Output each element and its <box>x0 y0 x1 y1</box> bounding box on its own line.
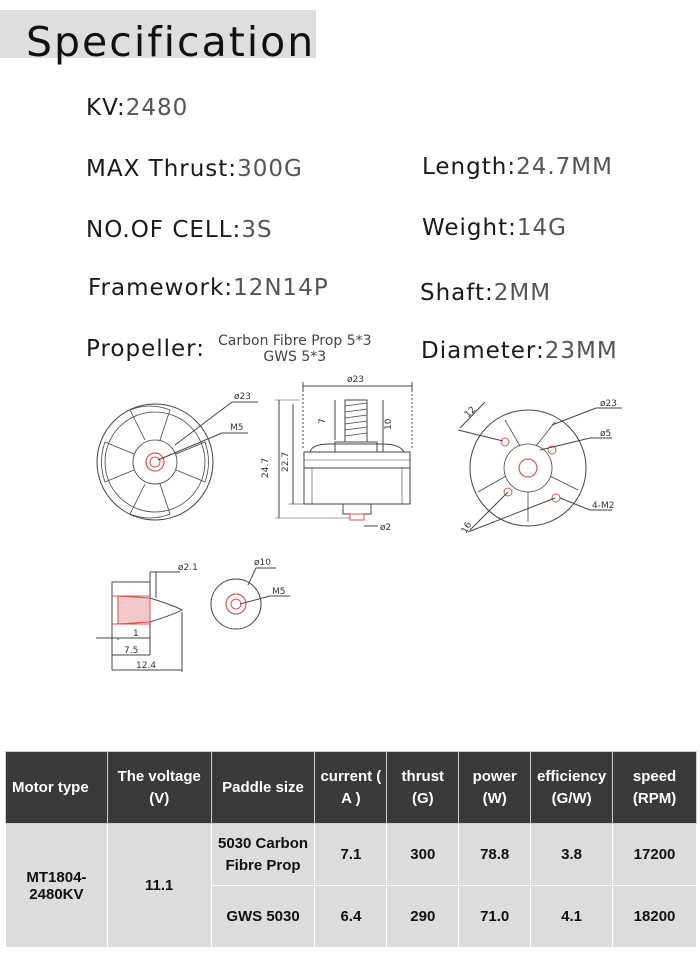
motor-technical-drawing <box>0 360 700 680</box>
dim-227-label: 22.7 <box>281 451 291 472</box>
d21-label: ø2.1 <box>178 563 198 573</box>
dim-7-label: 7 <box>318 418 328 424</box>
cell-power: 71.0 <box>459 886 531 948</box>
prop-nut-end-view <box>211 568 290 629</box>
cell-speed: 18200 <box>613 886 697 948</box>
cell-speed: 17200 <box>613 824 697 886</box>
spec-propeller-value-line1: Carbon Fibre Prop 5*3 <box>218 333 372 349</box>
spec-framework-value: 12N14P <box>233 275 329 301</box>
cell-motor-type: MT1804-2480KV <box>6 824 108 948</box>
spec-shaft <box>420 280 551 306</box>
spec-length <box>422 154 613 180</box>
dim-10-label: 10 <box>384 418 394 430</box>
cell-paddle: 5030 Carbon Fibre Prop <box>211 824 315 886</box>
cell-current: 7.1 <box>315 824 387 886</box>
col-header-current: current ( A ) <box>315 752 387 824</box>
d5-label: ø5 <box>600 429 612 439</box>
d10-label: ø10 <box>254 558 271 568</box>
d23-side-label: ø23 <box>347 375 364 385</box>
dim-247-label: 24.7 <box>261 457 271 478</box>
cell-efficiency: 4.1 <box>531 886 613 948</box>
spec-weight-value: 14G <box>516 215 567 241</box>
spec-framework-label: Framework: <box>88 275 234 301</box>
dim-1-label: 1 <box>133 629 139 639</box>
spec-length-value: 24.7MM <box>516 154 613 180</box>
m5-nut-label: M5 <box>272 587 286 597</box>
col-header-power: power (W) <box>459 752 531 824</box>
spec-length-label: Length: <box>422 154 517 180</box>
d23-back-label: ø23 <box>600 399 617 409</box>
prop-nut-side-view <box>96 572 182 672</box>
table-header-row <box>6 752 697 824</box>
cell-thrust: 300 <box>387 824 459 886</box>
spec-framework <box>88 275 329 301</box>
spec-weight-label: Weight: <box>422 215 517 241</box>
spec-kv-label: KV: <box>86 95 126 121</box>
spec-weight <box>422 215 567 241</box>
spec-cells <box>86 217 273 243</box>
spec-propeller-label: Propeller: <box>86 336 205 362</box>
spec-shaft-label: Shaft: <box>420 280 494 306</box>
cell-thrust: 290 <box>387 886 459 948</box>
m5-front-label: M5 <box>230 423 244 433</box>
cell-power: 78.8 <box>459 824 531 886</box>
page-title: Specification <box>26 18 316 66</box>
col-header-voltage: The voltage (V) <box>107 752 211 824</box>
spec-kv <box>86 95 188 121</box>
cell-efficiency: 3.8 <box>531 824 613 886</box>
col-header-speed: speed (RPM) <box>613 752 697 824</box>
dim-16-label: 16 <box>459 520 475 536</box>
spec-propeller-value-line2: GWS 5*3 <box>263 349 327 365</box>
dim-75-label: 7.5 <box>124 646 139 656</box>
col-header-efficiency: efficiency (G/W) <box>531 752 613 824</box>
title-banner <box>0 10 316 66</box>
spec-cells-label: NO.OF CELL: <box>86 217 242 243</box>
col-header-thrust: thrust (G) <box>387 752 459 824</box>
table-row <box>6 824 697 886</box>
side-view <box>275 382 412 526</box>
dim-124-label: 12.4 <box>136 661 157 671</box>
col-header-motor-type: Motor type <box>6 752 108 824</box>
spec-max-thrust <box>86 156 303 182</box>
spec-cells-value: 3S <box>241 217 273 243</box>
spec-diameter-value: 23MM <box>544 338 618 364</box>
cell-paddle: GWS 5030 <box>211 886 315 948</box>
front-view <box>97 402 258 520</box>
cell-current: 6.4 <box>315 886 387 948</box>
spec-max-thrust-value: 300G <box>237 156 303 182</box>
spec-diameter-label: Diameter: <box>421 338 545 364</box>
m2-label: 4-M2 <box>592 501 615 511</box>
d2-label: ø2 <box>380 523 392 533</box>
performance-table <box>5 751 697 948</box>
d23-front-label: ø23 <box>234 392 251 402</box>
spec-kv-value: 2480 <box>125 95 189 121</box>
cell-voltage: 11.1 <box>107 824 211 948</box>
spec-max-thrust-label: MAX Thrust: <box>86 156 238 182</box>
dim-12-label: 12 <box>463 404 479 421</box>
back-view <box>458 402 622 532</box>
col-header-paddle-size: Paddle size <box>211 752 315 824</box>
spec-shaft-value: 2MM <box>493 280 552 306</box>
